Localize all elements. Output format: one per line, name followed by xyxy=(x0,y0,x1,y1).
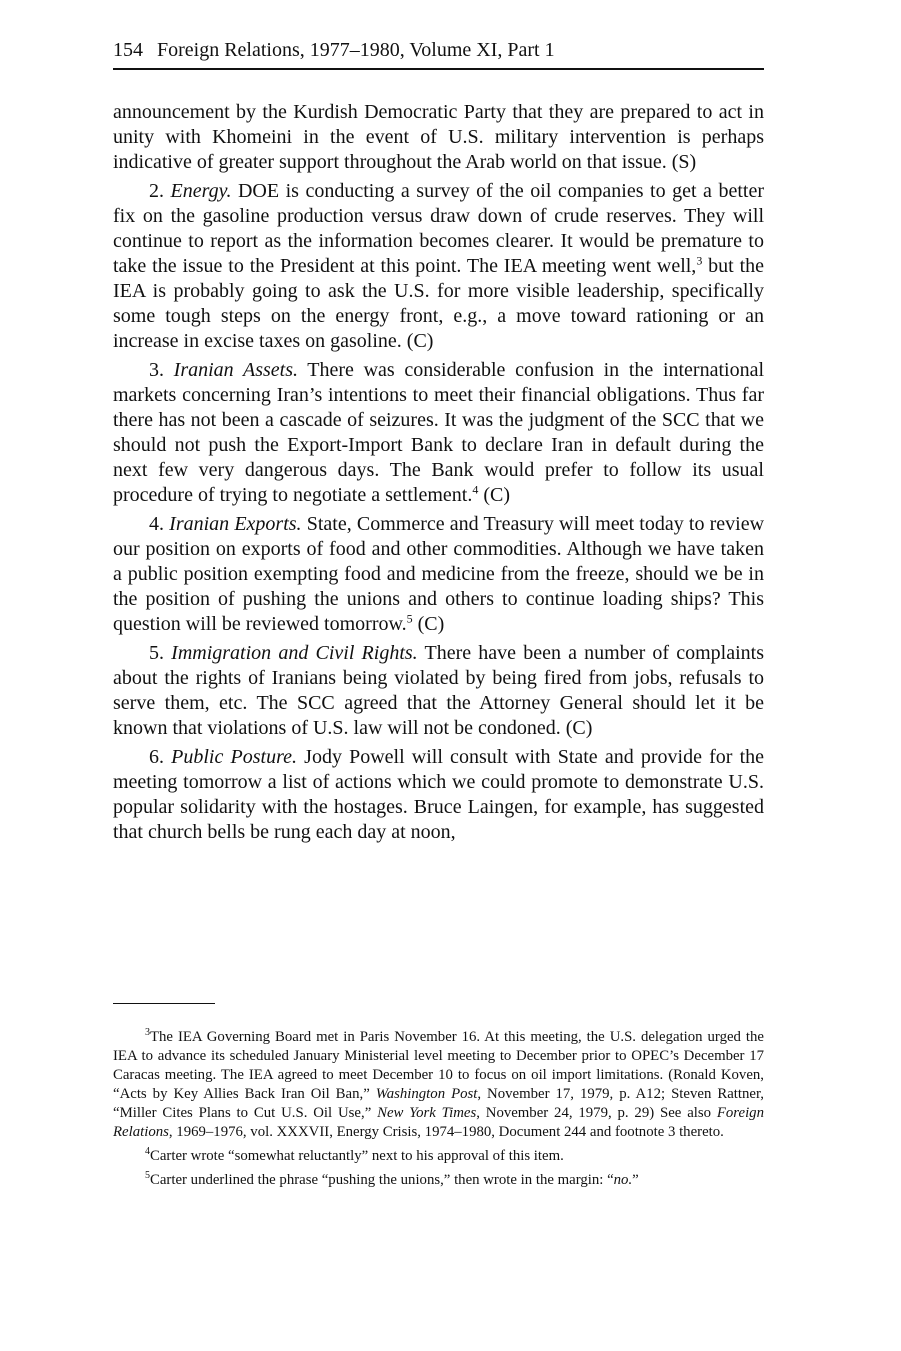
footnote-ref: 5 xyxy=(406,611,413,626)
paragraph-public-posture: 6. Public Posture. Jody Powell will consult with State and provide for the meeting tomorrow a list of actions which we could promote to demonstrate U.S. popular solidarity with the hostages. Bruce Laingen, for example, has suggested that church bells be rung each day at noon, xyxy=(113,746,765,843)
footnote-text: , November 17, 1979, p. A12; Steven Rattner, “Miller Cites Plans to Cut U.S. Oil Use,” xyxy=(113,1086,764,1121)
footnote-text: ” xyxy=(632,1172,639,1188)
footnote-ref: 3 xyxy=(696,253,703,268)
paragraph-heading: Iranian Assets. xyxy=(173,359,298,381)
footnote xyxy=(113,1028,764,1142)
footnote-number: 3 xyxy=(145,1027,150,1039)
paragraph-iranian-exports: 4. Iranian Exports. State, Commerce and Treasury will meet today to review our position on exports of food and other commodities. Although we have taken a public position exempting food and medicine from the freeze, should we be in the position of pushing the unions and others to continue loading ships? This question will be reviewed tomorrow.$^5$ (C) xyxy=(113,513,765,635)
footnote-text: , 1969–1976, vol. XXXVII, Energy Crisis, 1974–1980, Document 244 and footnote 3 thereto. xyxy=(168,1124,724,1140)
paragraph-immigration: 5. Immigration and Civil Rights. There have been a number of complaints about the rights of Iranians being violated by being fired from jobs, refusals to serve them, etc. The SCC agreed that the Attorney General should let it be known that violations of U.S. law will not be condoned. (C) xyxy=(113,642,765,739)
page-number: 154 xyxy=(113,39,143,61)
footnote-number: 5 xyxy=(145,1170,150,1182)
body-text xyxy=(113,100,764,849)
footnote-citation-title: Foreign Relations xyxy=(113,1105,764,1140)
paragraph-heading: Energy. xyxy=(170,180,232,202)
paragraph-heading: Iranian Exports. xyxy=(169,513,302,535)
footnote-citation-title: New York Times xyxy=(377,1105,477,1121)
running-header xyxy=(113,36,764,64)
footnote-rule xyxy=(113,1003,215,1004)
paragraph-energy: 2. Energy. DOE is conducting a survey of the oil companies to get a better fix on the gasoline production versus draw down of crude reserves. They will continue to report as the information becomes clearer. It would be premature to take the issue to the President at this point. The IEA meeting went well,$^3$ but the IEA is probably going to ask the U.S. for more visible leadership, specifically some tough steps on the energy front, e.g., a move toward rationing or an increase in excise taxes on gasoline. (C) xyxy=(113,180,764,352)
footnote-text: , November 24, 1979, p. 29) See also xyxy=(476,1105,717,1121)
footnote-text: Carter underlined the phrase “pushing the unions,” then wrote in the margin: “ xyxy=(150,1172,614,1188)
footnote xyxy=(113,1171,764,1190)
footnote-number: 4 xyxy=(145,1146,150,1158)
paragraph-heading: Immigration and Civil Rights. xyxy=(171,642,418,664)
footnote xyxy=(113,1147,764,1166)
volume-title: Foreign Relations, 1977–1980, Volume XI, Part 1 xyxy=(157,39,555,61)
paragraph-heading: Public Posture. xyxy=(171,746,297,768)
footnote-text: The IEA Governing Board met in Paris November 16. At this meeting, the U.S. delegation urged the IEA to advance its scheduled January Ministerial level meeting to December prior to OPEC’s December 17 Caracas meeting. The IEA agreed to meet December 10 to focus on oil import limitations. (Ronald Koven, “Acts by Key Allies Back Iran Oil Ban,” xyxy=(113,1029,764,1102)
footnote-ref: 4 xyxy=(472,482,479,497)
header-rule xyxy=(113,68,764,70)
paragraph-iranian-assets: 3. Iranian Assets. There was considerable confusion in the international markets concerning Iran’s intentions to meet their financial obligations. Thus far there has not been a cascade of seizures. It was the judgment of the SCC that we should not push the Export-Import Bank to declare Iran in default during the next few very dangerous days. The Bank would prefer to follow its usual procedure of trying to negotiate a settlement.$^4$ (C) xyxy=(113,359,765,506)
footnotes xyxy=(113,1028,764,1195)
footnote-citation-title: Washington Post xyxy=(375,1086,478,1102)
paragraph-continuation: announcement by the Kurdish Democratic Party that they are prepared to act in unity with Khomeini in the event of U.S. military intervention is perhaps indicative of greater support throughout the Arab world on that issue. (S) xyxy=(113,101,764,173)
footnote-text: Carter wrote “somewhat reluctantly” next to his approval of this item. xyxy=(150,1148,564,1164)
footnote-citation-title: no. xyxy=(613,1172,633,1188)
